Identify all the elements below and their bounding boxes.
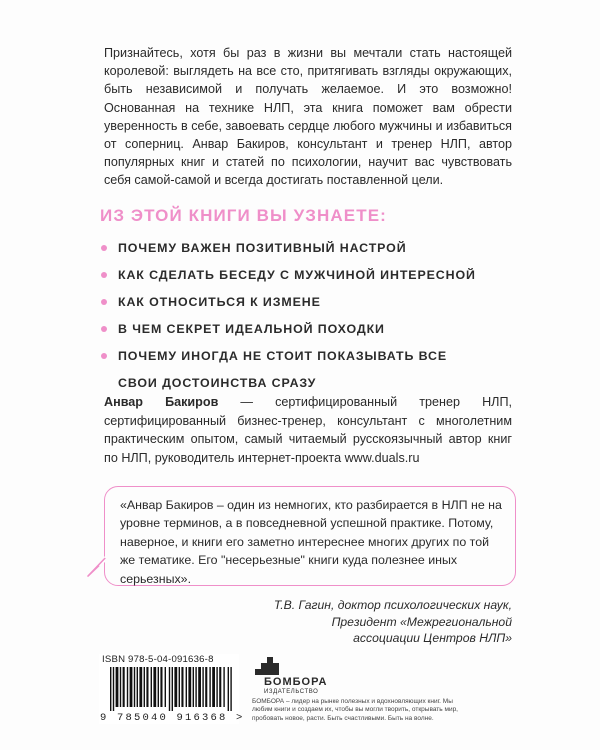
author-bio-text: — сертифицированный тренер НЛП, сертифицированный бизнес-тренер, консультант с многолетним практическим опытом, самый читаемый русскоязычный автор книг по НЛП, руководитель интернет-проекта www.duals.ru [104, 395, 512, 465]
quote-signature [152, 597, 512, 647]
list-item [100, 290, 520, 314]
bullet-dot-icon [101, 272, 107, 278]
learn-list [100, 236, 520, 395]
bullet-dot-icon [101, 299, 107, 305]
quote-bubble-tail-icon [86, 556, 108, 578]
list-item [100, 344, 520, 395]
list-item-text-continuation: СВОИ ДОСТОИНСТВА СРАЗУ [118, 376, 317, 390]
learn-heading: ИЗ ЭТОЙ КНИГИ ВЫ УЗНАЕТЕ: [100, 206, 387, 225]
list-item-text: КАК ОТНОСИТЬСЯ К ИЗМЕНЕ [118, 295, 321, 309]
list-item-text: КАК СДЕЛАТЬ БЕСЕДУ С МУЖЧИНОЙ ИНТЕРЕСНОЙ [118, 268, 476, 282]
barcode-digits: 9 785040 916368 > [100, 712, 245, 724]
signature-line: ассоциации Центров НЛП» [353, 631, 512, 646]
quote-text: «Анвар Бакиров – один из немногих, кто разбирается в НЛП не на уровне терминов, а в повседневной успешной практике. Потому, наверное, и книги его заметно интереснее многих других по той же тематике. Его "несерьезные" книги куда полезнее иных серьезных». [120, 498, 502, 586]
list-item [100, 236, 520, 260]
list-item-text: ПОЧЕМУ ВАЖЕН ПОЗИТИВНЫЙ НАСТРОЙ [118, 241, 407, 255]
list-item-text: В ЧЕМ СЕКРЕТ ИДЕАЛЬНОЙ ПОХОДКИ [118, 322, 385, 336]
list-item-text: ПОЧЕМУ ИНОГДА НЕ СТОИТ ПОКАЗЫВАТЬ ВСЕ [118, 349, 448, 363]
barcode-icon [110, 667, 235, 711]
bullet-dot-icon [101, 353, 107, 359]
author-name: Анвар Бакиров [104, 395, 219, 409]
bullet-dot-icon [101, 245, 107, 251]
signature-line: Президент «Межрегиональной [331, 614, 512, 629]
publisher-note: БОМБОРА – лидер на рынке полезных и вдохновляющих книг. Мы любим книги и создаем их, чтобы вы могли творить, открывать мир, пробовать новое, расти. Быть счастливыми. Быть на волне. [252, 698, 458, 722]
publisher-subtitle: ИЗДАТЕЛЬСТВО [264, 689, 319, 695]
signature-line: Т.В. Гагин, доктор психологических наук, [273, 598, 512, 612]
list-item [100, 263, 520, 287]
bullet-dot-icon [101, 326, 107, 332]
publisher-name: БОМБОРА [264, 676, 328, 688]
intro-paragraph: Признайтесь, хотя бы раз в жизни вы мечтали стать настоящей королевой: выглядеть на все сто, притягивать взгляды окружающих, быть независимой и получать желаемое. И это возможно! Основанная на технике НЛП, эта книга поможет вам обрести уверенность в себе, завоевать сердце любого мужчины и избавиться от соперниц. Анвар Бакиров, консультант и тренер НЛП, автор популярных книг и статей по психологии, научит вас чувствовать себя самой-самой и всегда достигать поставленной цели. [104, 46, 512, 188]
author-bio [104, 393, 512, 467]
isbn-label: ISBN 978-5-04-091636-8 [102, 654, 214, 665]
list-item [100, 317, 520, 341]
